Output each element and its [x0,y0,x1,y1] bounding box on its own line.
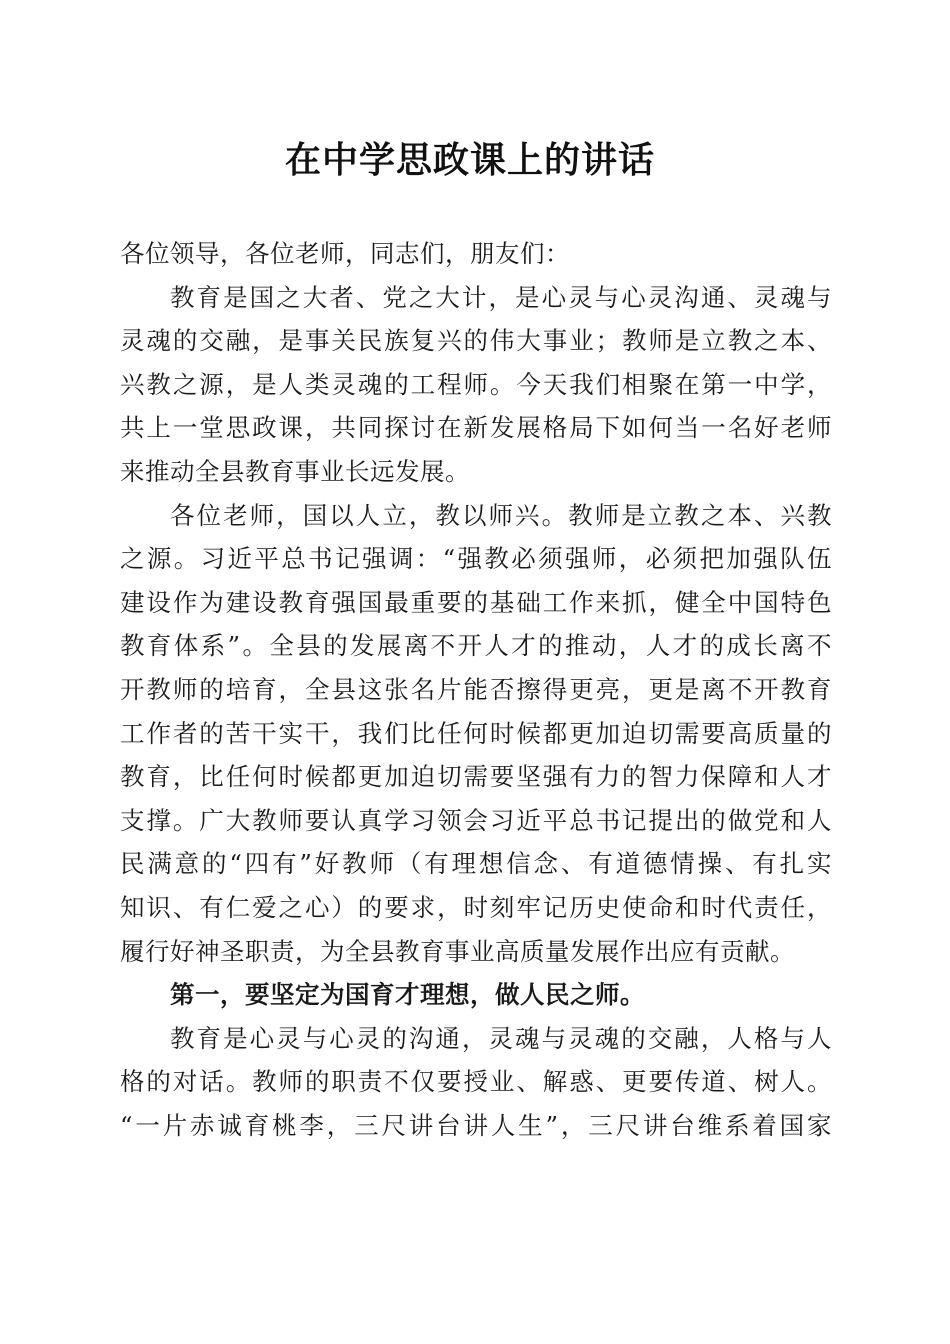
paragraph-line: 格的对话。教师的职责不仅要授业、解惑、更要传道、树人。 [120,1067,832,1097]
paragraph-line: 教育是心灵与心灵的沟通，灵魂与灵魂的交融，人格与人 [170,1023,832,1053]
section-heading: 第一，要坚定为国育才理想，做人民之师。 [170,980,645,1010]
paragraph-line: 教育体系”。全县的发展离不开人才的推动，人才的成长离不 [120,631,832,661]
paragraph-line: 教育，比任何时候都更加迫切需要坚强有力的智力保障和人才 [120,762,832,792]
paragraph-line: 工作者的苦干实干，我们比任何时候都更加迫切需要高质量的 [120,718,832,748]
paragraph-line: 教育是国之大者、党之大计，是心灵与心灵沟通、灵魂与 [170,282,832,312]
paragraph-line: 民满意的“四有”好教师（有理想信念、有道德情操、有扎实 [120,849,832,879]
document-body [120,232,832,1147]
paragraph-line: 共上一堂思政课，共同探讨在新发展格局下如何当一名好老师 [120,413,832,443]
paragraph-line: 兴教之源，是人类灵魂的工程师。今天我们相聚在第一中学， [120,369,832,399]
paragraph-line: 各位老师，国以人立，教以师兴。教师是立教之本、兴教 [170,500,832,530]
paragraph-line: 知识、有仁爱之心）的要求，时刻牢记历史使命和时代责任， [120,892,832,922]
document-title: 在中学思政课上的讲话 [284,139,655,181]
paragraph-line: 开教师的培育，全县这张名片能否擦得更亮，更是离不开教育 [120,674,832,704]
paragraph-line: “一片赤诚育桃李，三尺讲台讲人生”，三尺讲台维系着国家 [120,1110,832,1140]
paragraph-line: 建设作为建设教育强国最重要的基础工作来抓，健全中国特色 [120,587,832,617]
paragraph-line: 支撑。广大教师要认真学习领会习近平总书记提出的做党和人 [120,805,832,835]
paragraph-line: 来推动全县教育事业长远发展。 [120,456,470,486]
paragraph-line: 灵魂的交融，是事关民族复兴的伟大事业；教师是立教之本、 [120,326,832,356]
paragraph-line: 履行好神圣职责，为全县教育事业高质量发展作出应有贡献。 [120,936,795,966]
paragraph-line: 之源。习近平总书记强调：“强教必须强师，必须把加强队伍 [120,544,832,574]
salutation-line: 各位领导，各位老师，同志们，朋友们： [120,239,570,268]
